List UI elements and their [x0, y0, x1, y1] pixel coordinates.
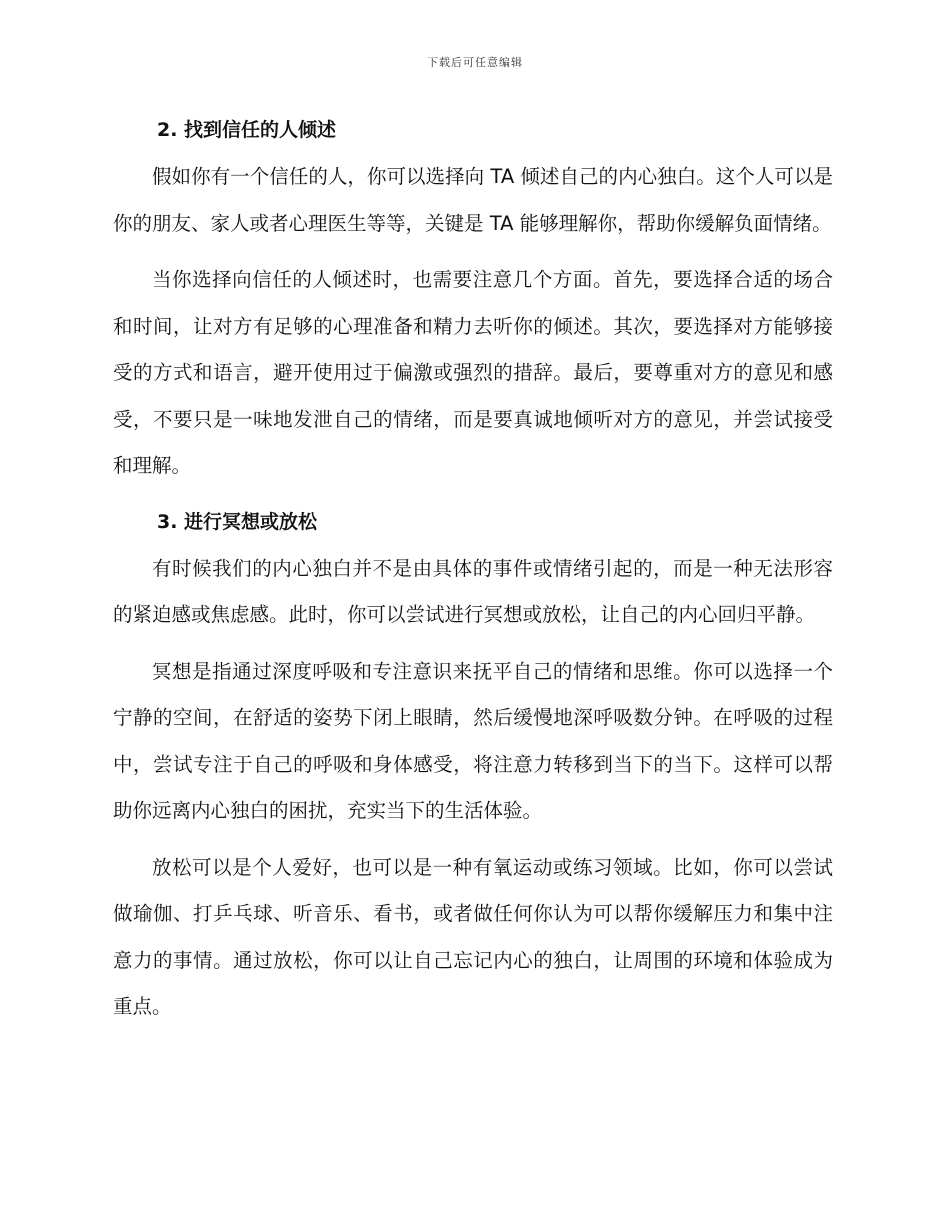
- section-heading: 2. 找到信任的人倾述: [157, 119, 337, 141]
- section-heading: 3. 进行冥想或放松: [157, 510, 318, 533]
- paragraph: 有时候我们的内心独白并不是由具体的事件或情绪引起的，而是一种无法形容的紧迫感或焦虑感。此时，你可以尝试进行冥想或放松，让自己的内心回归平静。: [113, 556, 833, 626]
- page-header: 下载后可任意编辑: [427, 56, 523, 69]
- document-body: [113, 108, 833, 1031]
- paragraph: 假如你有一个信任的人，你可以选择向 TA 倾述自己的内心独白。这个人可以是你的朋友、家人或者心理医生等等，关键是 TA 能够理解你，帮助你缓解负面情绪。: [113, 165, 833, 235]
- paragraph: 冥想是指通过深度呼吸和专注意识来抚平自己的情绪和思维。你可以选择一个宁静的空间，在舒适的姿势下闭上眼睛，然后缓慢地深呼吸数分钟。在呼吸的过程中，尝试专注于自己的呼吸和身体感受，将注意力转移到当下的当下。这样可以帮助你远离内心独白的困扰，充实当下的生活体验。: [113, 659, 833, 822]
- paragraph: 当你选择向信任的人倾述时，也需要注意几个方面。首先，要选择合适的场合和时间，让对方有足够的心理准备和精力去听你的倾述。其次，要选择对方能够接受的方式和语言，避开使用过于偏激或强烈的措辞。最后，要尊重对方的意见和感受，不要只是一味地发泄自己的情绪，而是要真诚地倾听对方的意见，并尝试接受和理解。: [113, 268, 833, 477]
- paragraph: 放松可以是个人爱好，也可以是一种有氧运动或练习领域。比如，你可以尝试做瑜伽、打乒乓球、听音乐、看书，或者做任何你认为可以帮你缓解压力和集中注意力的事情。通过放松，你可以让自己忘记内心的独白，让周围的环境和体验成为重点。: [113, 855, 833, 1018]
